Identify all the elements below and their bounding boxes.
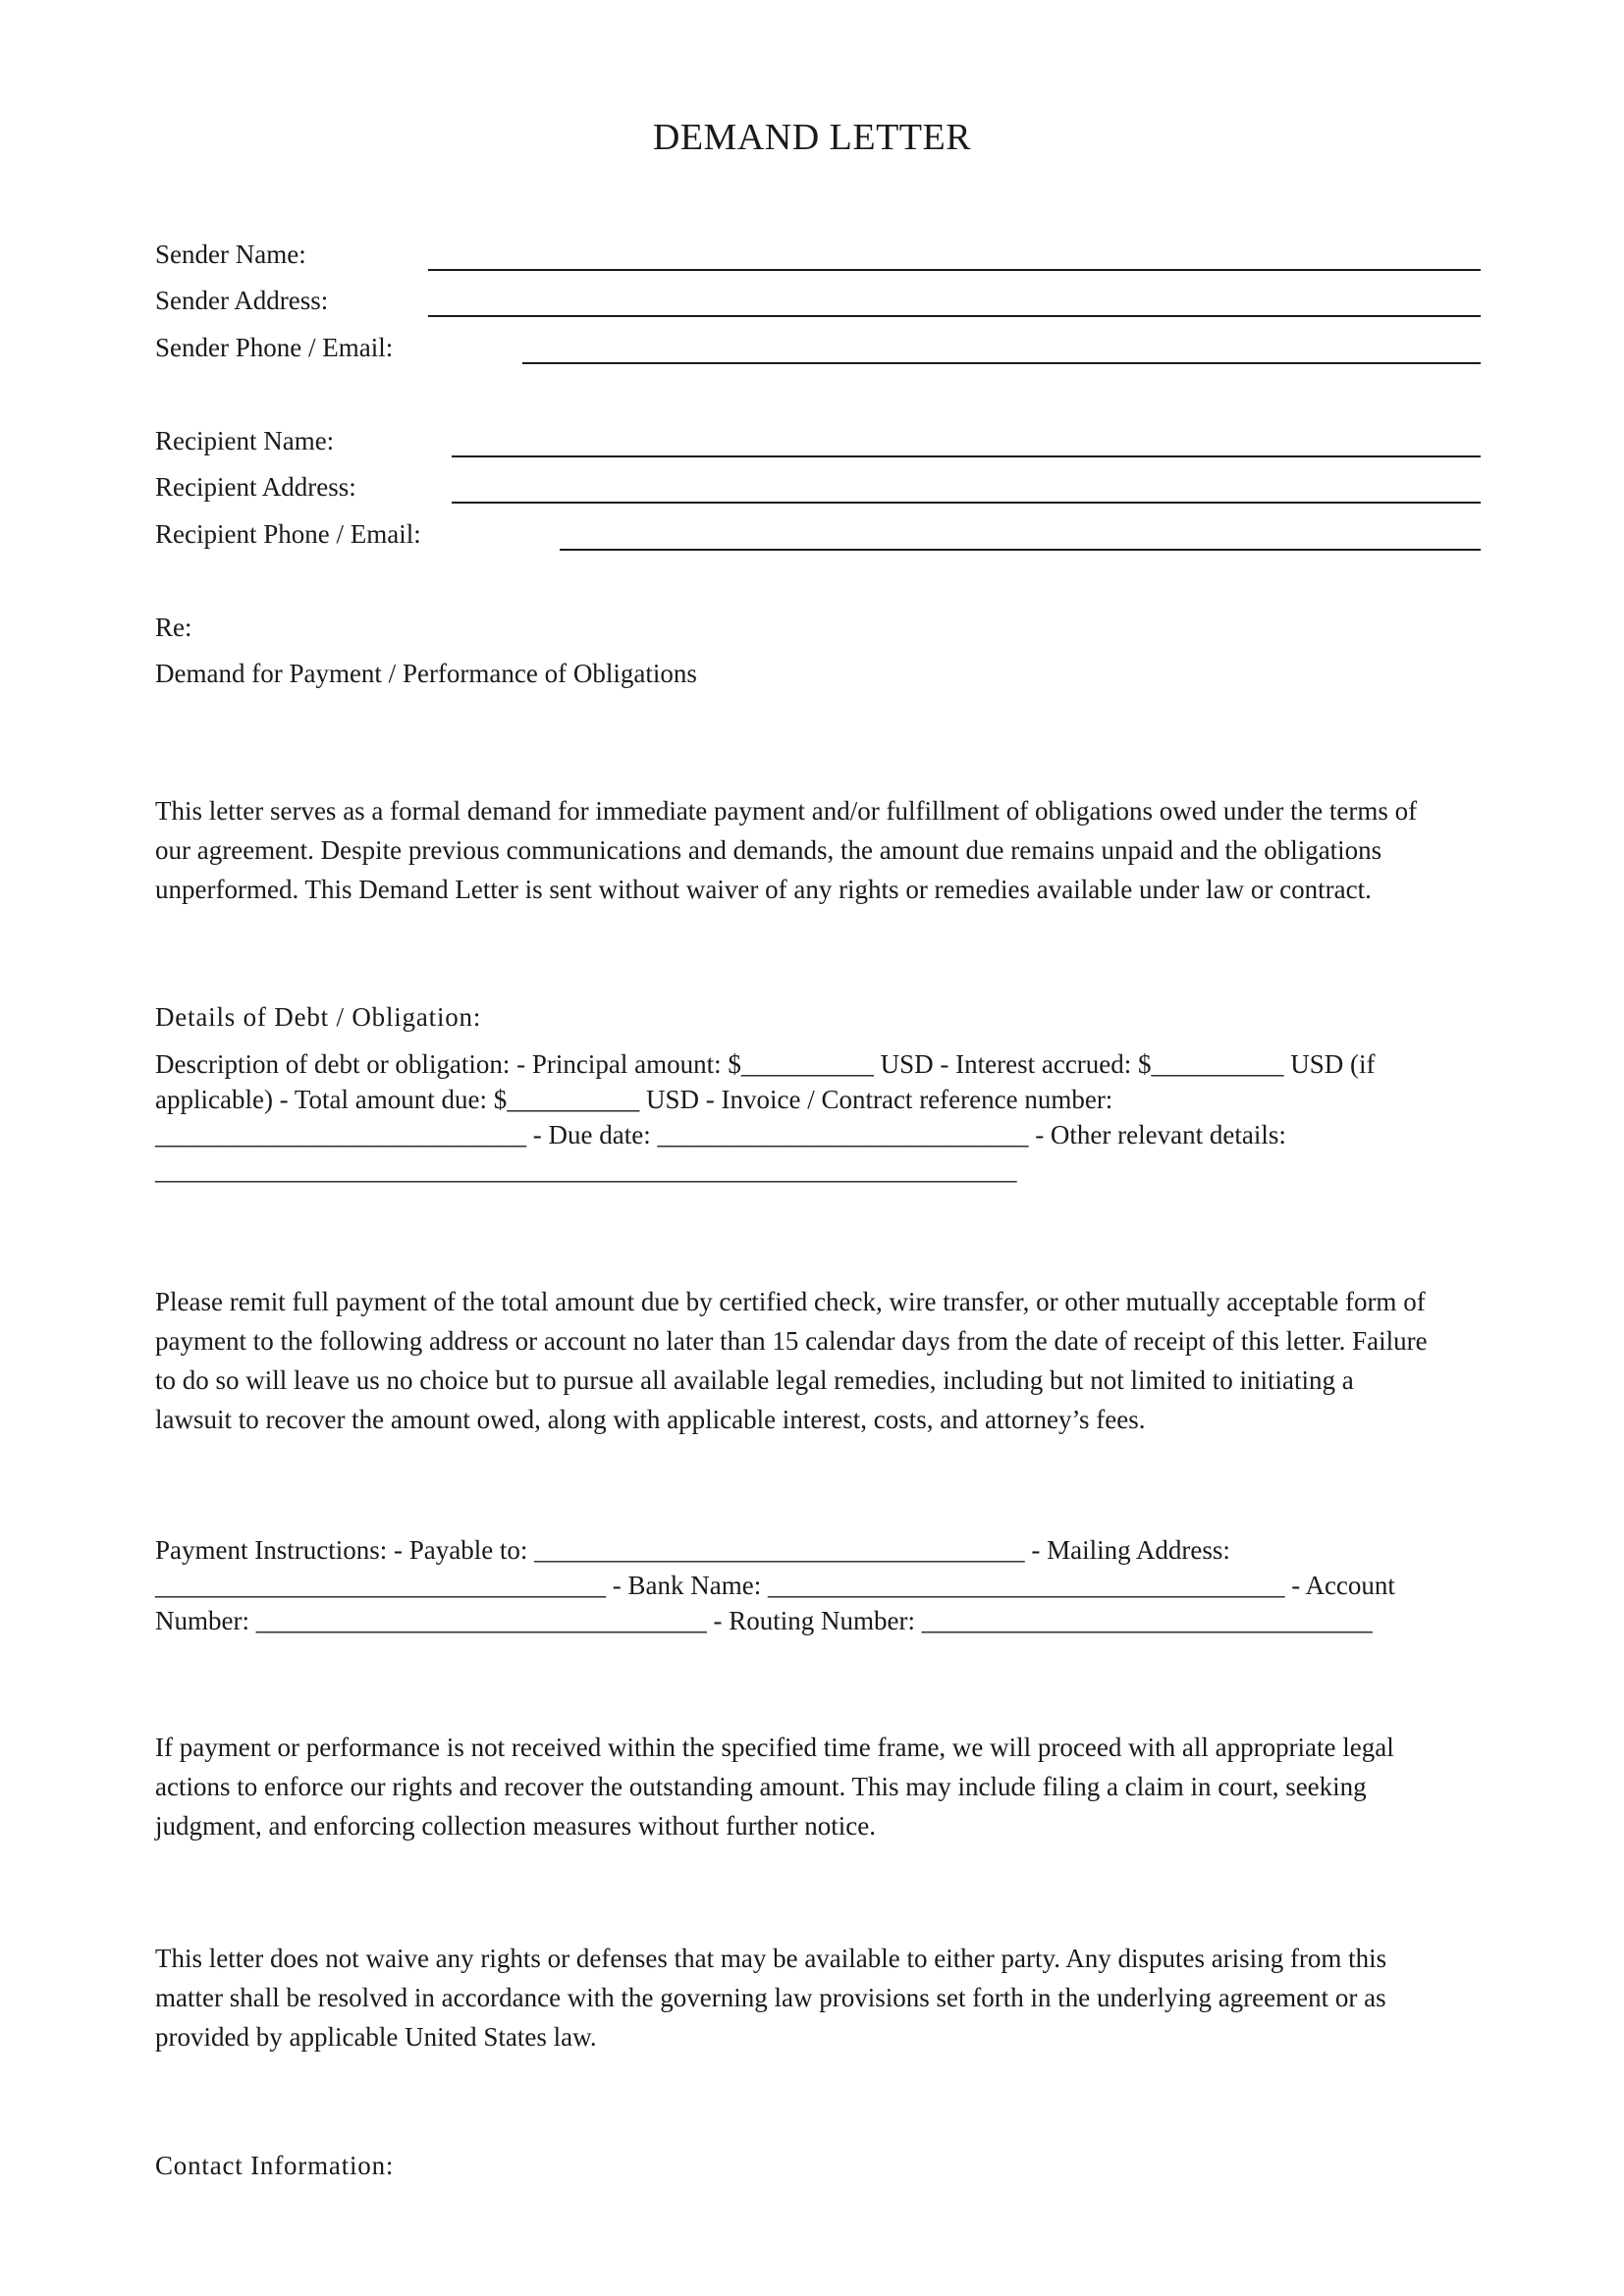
consequence-paragraph (155, 1728, 1490, 1845)
payment-instructions-line: Number: __________________________________ - Routing Number: __________________________________ (155, 1606, 1373, 1635)
recipient-name-field[interactable] (452, 455, 1481, 457)
recipient-name-label: Recipient Name: (155, 426, 335, 455)
intro-line: unperformed. This Demand Letter is sent without waiver of any rights or remedies available under law or contract. (155, 875, 1372, 904)
intro-line: This letter serves as a formal demand for immediate payment and/or fulfillment of obligations owed under the terms of (155, 796, 1418, 826)
sender-name-label: Sender Name: (155, 240, 306, 269)
intro-paragraph (155, 791, 1490, 909)
sender-name-row (155, 240, 1481, 283)
sender-contact-row (155, 333, 1481, 376)
contact-heading: Contact Information: (155, 2151, 395, 2180)
sender-name-field[interactable] (428, 269, 1481, 271)
sender-contact-label: Sender Phone / Email: (155, 333, 394, 362)
payment-line: payment to the following address or account no later than 15 calendar days from the date of receipt of this letter. Failure (155, 1326, 1428, 1356)
waiver-line: This letter does not waive any rights or defenses that may be available to either party. Any disputes arising from this (155, 1944, 1387, 1973)
consequence-line: judgment, and enforcing collection measures without further notice. (155, 1811, 877, 1841)
sender-contact-field[interactable] (522, 362, 1481, 364)
recipient-contact-label: Recipient Phone / Email: (155, 519, 421, 549)
payment-paragraph (155, 1282, 1490, 1439)
payment-line: lawsuit to recover the amount owed, along with applicable interest, costs, and attorney’s fees. (155, 1405, 1146, 1434)
payment-instructions-line: __________________________________ - Bank Name: _______________________________________ - Account (155, 1571, 1395, 1600)
recipient-name-row (155, 426, 1481, 469)
re-subject: Demand for Payment / Performance of Obligations (155, 659, 697, 688)
recipient-address-field[interactable] (452, 502, 1481, 504)
waiver-paragraph (155, 1939, 1490, 2056)
intro-line: our agreement. Despite previous communications and demands, the amount due remains unpaid and the obligations (155, 835, 1382, 865)
document-title: DEMAND LETTER (652, 117, 972, 158)
payment-instructions (155, 1532, 1490, 1638)
details-line: applicable) - Total amount due: $__________ USD - Invoice / Contract reference number: (155, 1085, 1113, 1114)
consequence-line: If payment or performance is not received within the specified time frame, we will proceed with all appropriate legal (155, 1733, 1394, 1762)
sender-address-label: Sender Address: (155, 286, 329, 315)
waiver-line: provided by applicable United States law. (155, 2022, 597, 2052)
sender-address-field[interactable] (428, 315, 1481, 317)
recipient-address-row (155, 472, 1481, 515)
consequence-line: actions to enforce our rights and recover the outstanding amount. This may include filing a claim in court, seeking (155, 1772, 1367, 1801)
re-label: Re: (155, 613, 192, 642)
details-body (155, 1046, 1490, 1188)
details-line: Description of debt or obligation: - Principal amount: $__________ USD - Interest accrued: $__________ USD (if (155, 1049, 1376, 1079)
payment-instructions-line: Payment Instructions: - Payable to: _____________________________________ - Mailing Address: (155, 1535, 1230, 1565)
waiver-line: matter shall be resolved in accordance with the governing law provisions set forth in the underlying agreement or as (155, 1983, 1386, 2012)
recipient-contact-row (155, 519, 1481, 562)
details-heading: Details of Debt / Obligation: (155, 1002, 482, 1032)
recipient-contact-field[interactable] (560, 549, 1481, 551)
sender-address-row (155, 286, 1481, 329)
details-line: _________________________________________________________________ (155, 1155, 1017, 1185)
payment-line: Please remit full payment of the total amount due by certified check, wire transfer, or other mutually acceptable form of (155, 1287, 1426, 1316)
payment-line: to do so will leave us no choice but to pursue all available legal remedies, including but not limited to initiating a (155, 1365, 1354, 1395)
recipient-address-label: Recipient Address: (155, 472, 356, 502)
details-line: ____________________________ - Due date: ____________________________ - Other relevant details: (155, 1120, 1286, 1149)
